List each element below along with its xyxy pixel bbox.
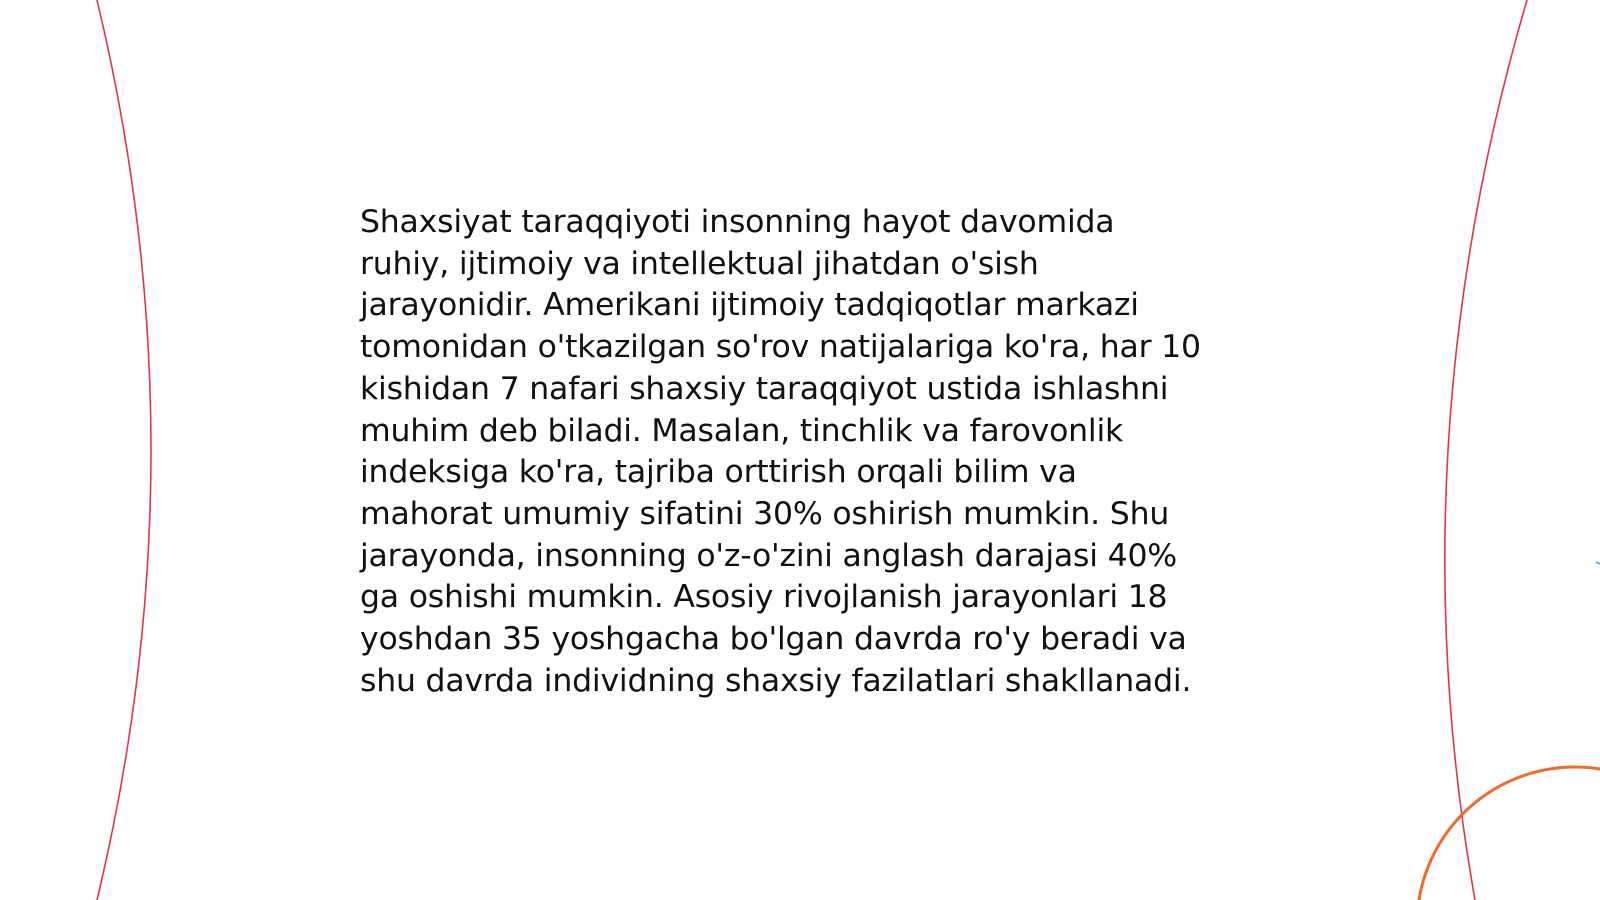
- paragraph-line: jarayonda, insonning o'z-o'zini anglash darajasi 40%: [360, 537, 1178, 574]
- orange-circle-outline: [1417, 767, 1600, 900]
- paragraph-line: ruhiy, ijtimoiy va intellektual jihatdan o'sish: [360, 245, 1039, 282]
- paragraph-line: tomonidan o'tkazilgan so'rov natijalariga ko'ra, har 10: [360, 329, 1201, 366]
- paragraph-line: jarayonidir. Amerikani ijtimoiy tadqiqotlar markazi: [360, 287, 1139, 324]
- small-cyan-mark: [1596, 562, 1600, 564]
- main-paragraph: [360, 202, 1240, 702]
- paragraph-line: ga oshishi mumkin. Asosiy rivojlanish jarayonlari 18: [360, 579, 1168, 616]
- paragraph-line: mahorat umumiy sifatini 30% oshirish mumkin. Shu: [360, 495, 1170, 532]
- paragraph-line: indeksiga ko'ra, tajriba orttirish orqali bilim va: [360, 454, 1077, 491]
- paragraph-line: shu davrda individning shaxsiy fazilatlari shakllanadi.: [360, 662, 1192, 699]
- paragraph-line: muhim deb biladi. Masalan, tinchlik va farovonlik: [360, 412, 1124, 449]
- paragraph-line: yoshdan 35 yoshgacha bo'lgan davrda ro'y beradi va: [360, 621, 1187, 658]
- paragraph-line: kishidan 7 nafari shaxsiy taraqqiyot ustida ishlashni: [360, 370, 1169, 407]
- left-red-curve: [97, 0, 151, 900]
- right-red-curve: [1445, 0, 1527, 900]
- paragraph-line: Shaxsiyat taraqqiyoti insonning hayot davomida: [360, 204, 1115, 240]
